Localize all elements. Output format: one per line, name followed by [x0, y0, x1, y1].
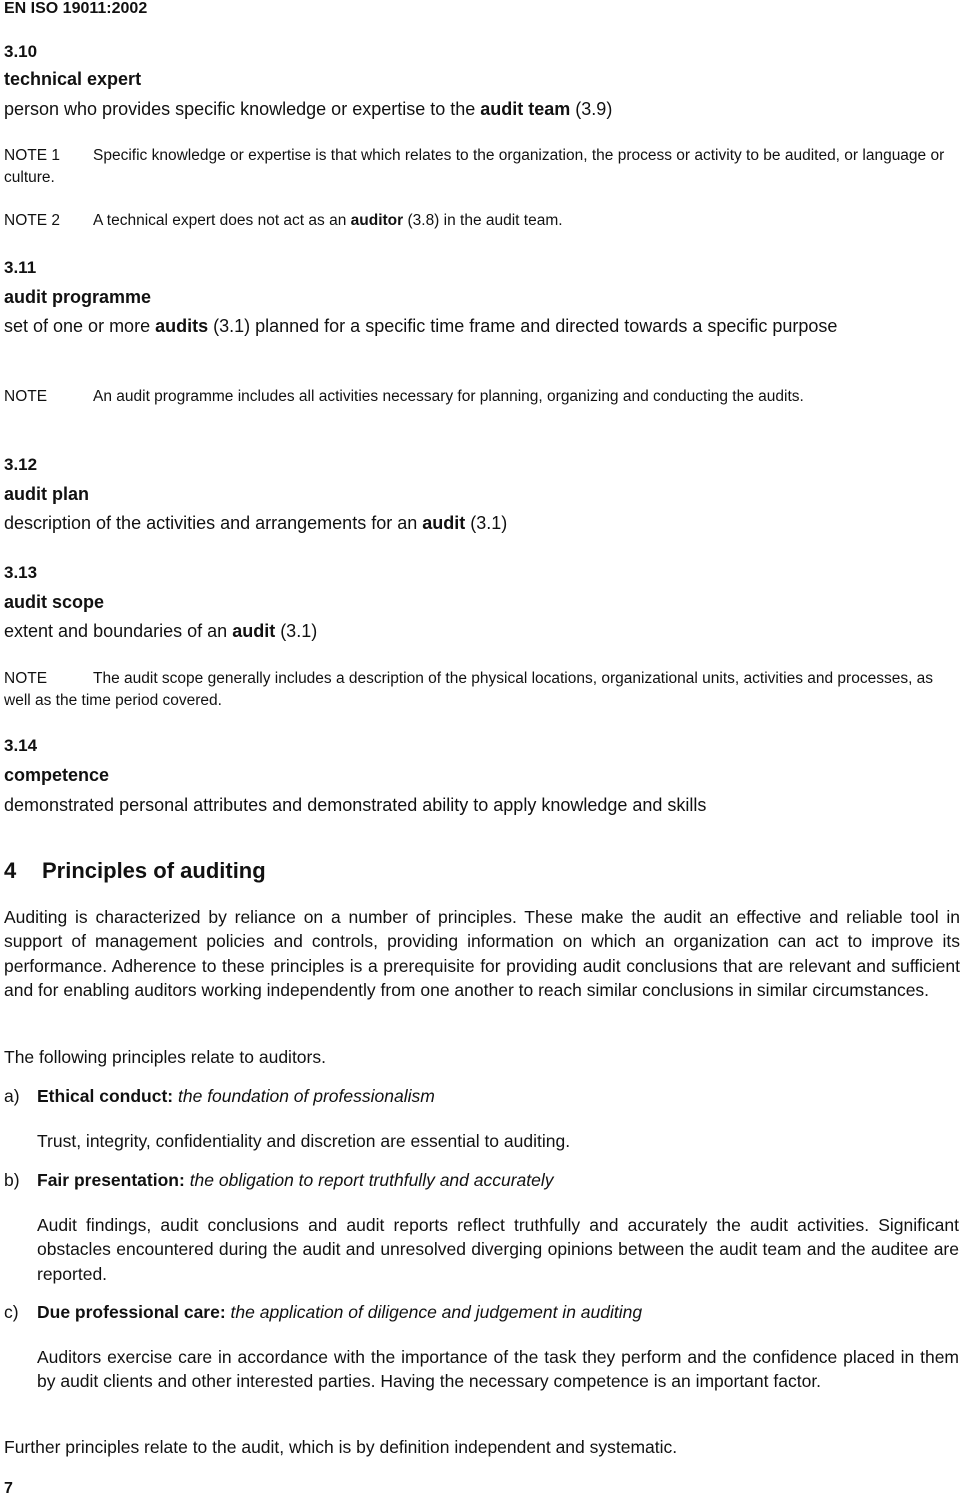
principle-item-heading [4, 1302, 642, 1323]
note-text: An audit programme includes all activities necessary for planning, organizing and conducting the audits. [93, 388, 804, 405]
note-label: NOTE [4, 388, 48, 405]
term-reference: audit [422, 513, 466, 533]
closing-paragraph: Further principles relate to the audit, which is by definition independent and systematic. [4, 1437, 678, 1457]
principle-subtitle: the foundation of professionalism [178, 1086, 435, 1106]
term-title: technical expert [4, 69, 142, 89]
note [4, 145, 960, 189]
term-number: 3.13 [4, 563, 38, 582]
section-number: 4 [4, 858, 17, 883]
principle-subtitle: the obligation to report truthfully and accurately [189, 1170, 554, 1190]
term-reference: auditor [350, 212, 404, 229]
list-marker: a) [4, 1086, 20, 1106]
list-marker: b) [4, 1170, 20, 1190]
note: NOTE 2 A technical expert does not act as an auditor (3.8) in the audit team. [4, 210, 960, 232]
principle-body: Audit findings, audit conclusions and audit reports reflect truthfully and accurately the audit activities. Significant obstacles encountered during the audit and unresolved diverging opinions between the audit team and the auditee are reported. [37, 1215, 959, 1284]
term-definition: description of the activities and arrangements for an audit (3.1) [4, 513, 508, 533]
document-header: EN ISO 19011:2002 [4, 0, 148, 17]
term-title: audit plan [4, 484, 89, 504]
principle-item-heading [4, 1170, 554, 1191]
auditors-intro-paragraph: The following principles relate to auditors. [4, 1047, 326, 1067]
section-title: Principles of auditing [42, 858, 266, 883]
principle-body: Trust, integrity, confidentiality and discretion are essential to auditing. [37, 1131, 571, 1151]
term-reference: audits [155, 316, 209, 336]
term-number: 3.14 [4, 736, 38, 755]
term-title: competence [4, 765, 110, 785]
principle-subtitle: the application of diligence and judgement in auditing [230, 1302, 643, 1322]
term-number: 3.12 [4, 455, 38, 474]
note [4, 386, 960, 408]
principle-item-heading [4, 1086, 435, 1107]
term-definition: set of one or more audits (3.1) planned for a specific time frame and directed towards a specific purpose [4, 316, 838, 336]
term-title: audit programme [4, 287, 152, 307]
principle-name: Ethical conduct: [37, 1086, 174, 1106]
principle-name: Due professional care: [37, 1302, 226, 1322]
page-number: 7 [4, 1480, 13, 1497]
term-number: 3.10 [4, 42, 38, 61]
term-title: audit scope [4, 592, 105, 612]
list-marker: c) [4, 1302, 19, 1322]
term-definition: extent and boundaries of an audit (3.1) [4, 621, 318, 641]
note-label: NOTE [4, 670, 48, 687]
term-reference: audit team [480, 99, 571, 119]
note-text: Specific knowledge or expertise is that which relates to the organization, the process or activity to be audited, or language or culture. [4, 147, 945, 186]
note-label: NOTE 1 [4, 147, 60, 164]
term-number: 3.11 [4, 258, 37, 277]
section-intro-paragraph: Auditing is characterized by reliance on a number of principles. These make the audit an effective and reliable tool in support of management policies and controls, providing information on which an organization can act to improve its performance. Adherence to these principles is a prerequisite for providing audit conclusions that are relevant and sufficient and for enabling auditors working independently from one another to reach similar conclusions in similar circumstances. [4, 907, 960, 1000]
note-text: The audit scope generally includes a description of the physical locations, organizational units, activities and processes, as well as the time period covered. [4, 670, 934, 709]
note-label: NOTE 2 [4, 212, 60, 229]
note [4, 668, 960, 712]
principle-name: Fair presentation: [37, 1170, 185, 1190]
principle-body: Auditors exercise care in accordance with the importance of the task they perform and the confidence placed in them by audit clients and other interested parties. Having the necessary competence is an important factor. [37, 1347, 959, 1392]
term-reference: audit [232, 621, 276, 641]
term-definition: person who provides specific knowledge or expertise to the audit team (3.9) [4, 99, 613, 119]
term-definition: demonstrated personal attributes and demonstrated ability to apply knowledge and skills [4, 795, 707, 815]
section-heading [4, 858, 266, 884]
